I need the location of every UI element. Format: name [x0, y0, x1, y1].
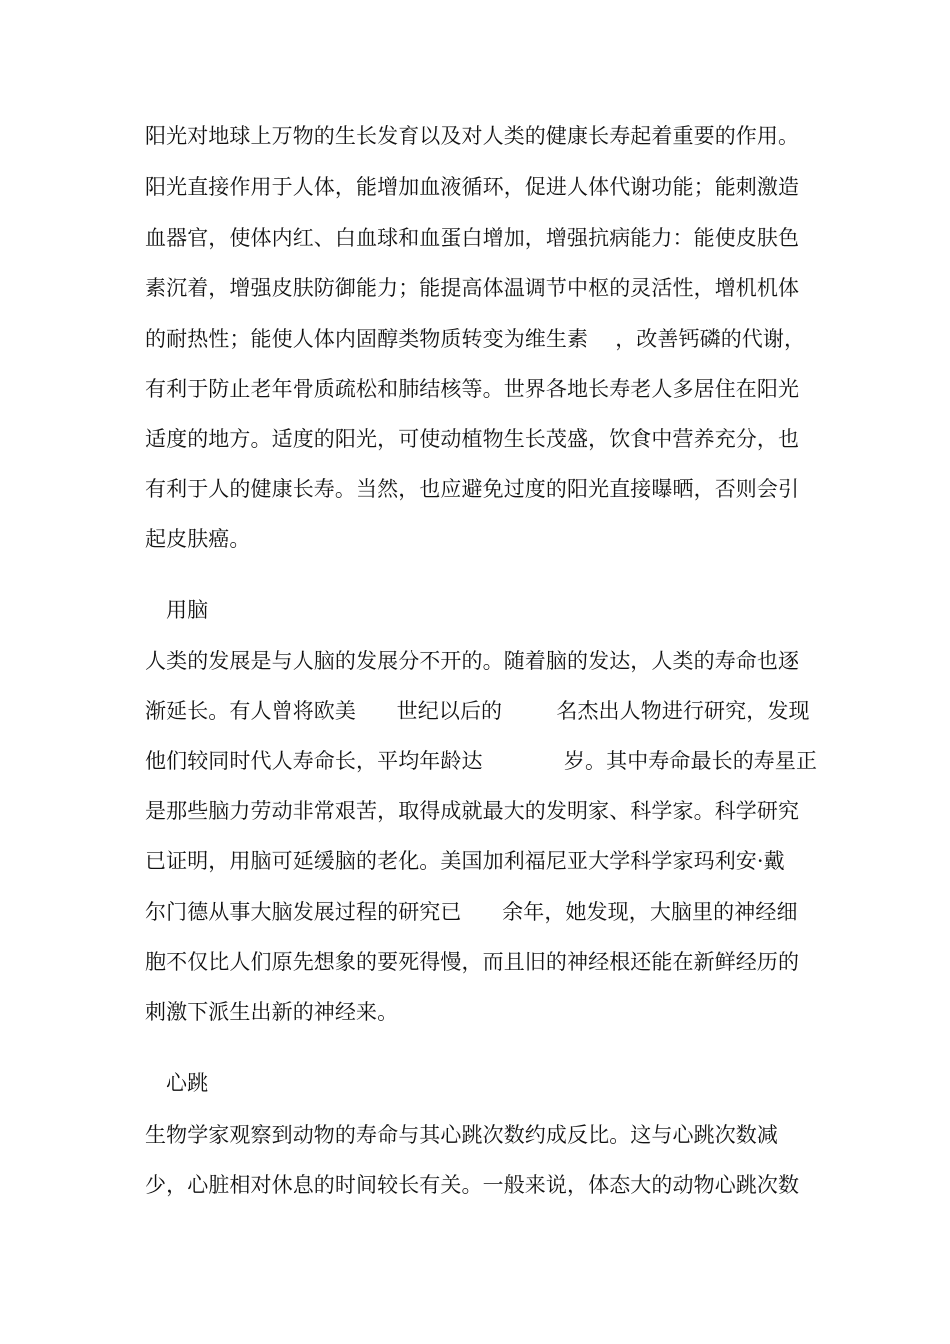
paragraph-line: 尔门德从事大脑发展过程的研究已 余年，她发现，大脑里的神经细: [145, 900, 798, 924]
section-heading-brain: 用脑: [166, 598, 209, 622]
paragraph-line: 血器官，使体内红、白血球和血蛋白增加，增强抗病能力：能使皮肤色: [145, 226, 800, 250]
paragraph-line: 他们较同时代人寿命长，平均年龄达 岁。其中寿命最长的寿星正: [145, 749, 818, 773]
paragraph-line: 阳光对地球上万物的生长发育以及对人类的健康长寿起着重要的作用。: [145, 124, 800, 148]
paragraph-line: 适度的地方。适度的阳光，可使动植物生长茂盛，饮食中营养充分，也: [145, 427, 800, 451]
paragraph-line: 起皮肤癌。: [145, 527, 251, 551]
paragraph-line: 有利于防止老年骨质疏松和肺结核等。世界各地长寿老人多居住在阳光: [145, 377, 800, 401]
section-heading-heartbeat: 心跳: [166, 1071, 209, 1095]
paragraph-line: 渐延长。有人曾将欧美 世纪以后的 名杰出人物进行研究，发现: [145, 699, 810, 723]
paragraph-line: 胞不仅比人们原先想象的要死得慢，而且旧的神经根还能在新鲜经历的: [145, 950, 800, 974]
paragraph-line: 人类的发展是与人脑的发展分不开的。随着脑的发达，人类的寿命也逐: [145, 649, 800, 673]
paragraph-line: 素沉着，增强皮肤防御能力；能提高体温调节中枢的灵活性，增机机体: [145, 276, 800, 300]
paragraph-line: 刺激下派生出新的神经来。: [145, 1000, 399, 1024]
paragraph-line: 已证明，用脑可延缓脑的老化。美国加利福尼亚大学科学家玛利安·戴: [145, 849, 785, 873]
paragraph-line: 的耐热性；能使人体内固醇类物质转变为维生素 ，改善钙磷的代谢，: [145, 327, 806, 351]
paragraph-line: 是那些脑力劳动非常艰苦，取得成就最大的发明家、科学家。科学研究: [145, 799, 800, 823]
paragraph-line: 生物学家观察到动物的寿命与其心跳次数约成反比。这与心跳次数减: [145, 1123, 778, 1147]
paragraph-line: 有利于人的健康长寿。当然，也应避免过度的阳光直接曝晒，否则会引: [145, 477, 800, 501]
paragraph-line: 阳光直接作用于人体，能增加血液循环，促进人体代谢功能；能刺激造: [145, 175, 800, 199]
paragraph-line: 少，心脏相对休息的时间较长有关。一般来说，体态大的动物心跳次数: [145, 1173, 800, 1197]
